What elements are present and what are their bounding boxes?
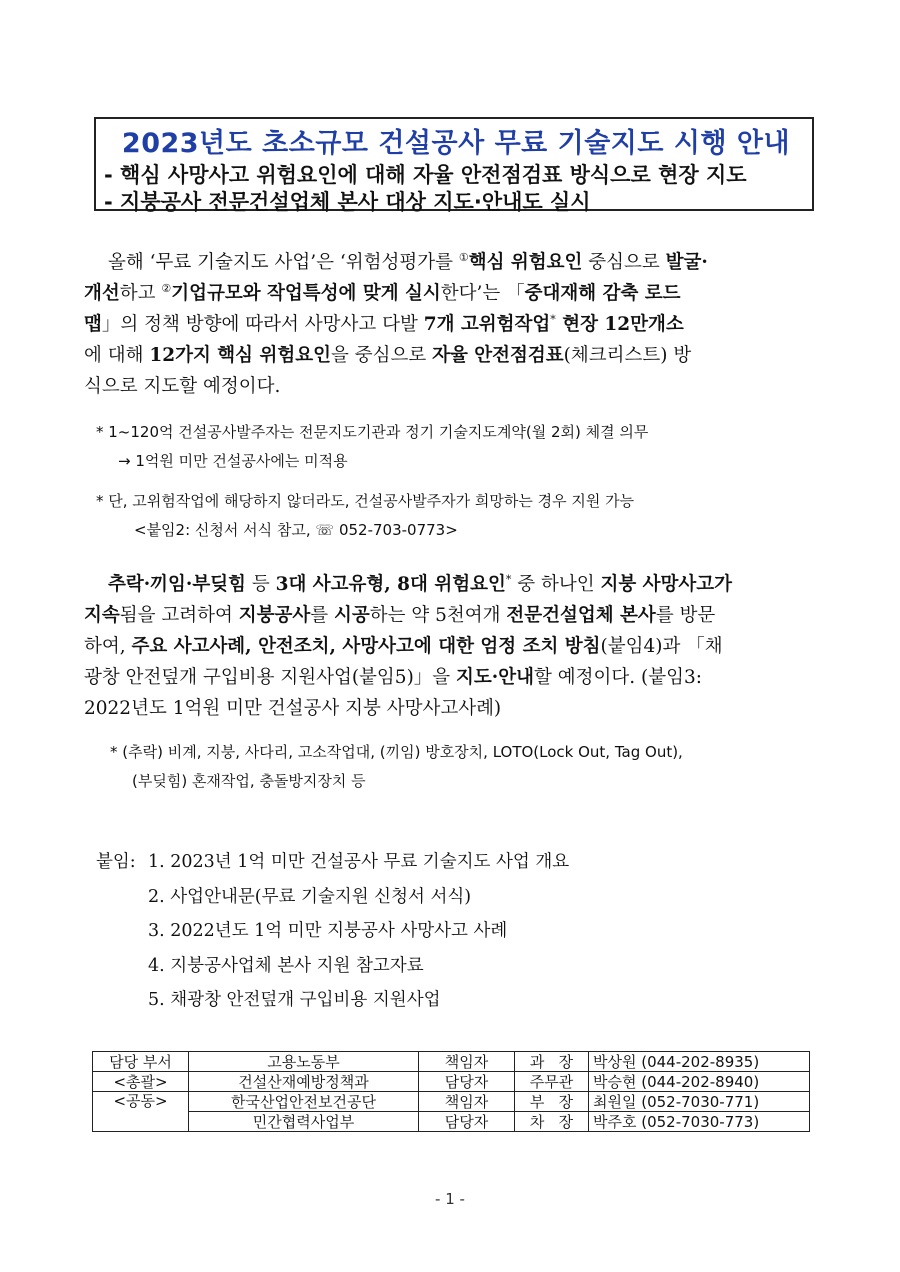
dept-general: <총괄> xyxy=(93,1072,189,1092)
document-title: 2023년도 초소규모 건설공사 무료 기술지도 시행 안내 xyxy=(121,128,791,159)
role-cell: 담당자 xyxy=(419,1072,515,1092)
para2-line-4: 광창 안전덮개 구입비용 지원사업(붙임5)」을 지도·안내할 예정이다. (붙임3: xyxy=(84,667,702,688)
attachment-item-4: 4. 지붕공사업체 본사 지원 참고자료 xyxy=(148,955,424,976)
title-box xyxy=(94,117,814,214)
para2-line-5: 2022년도 1억원 미만 건설공사 지붕 사망사고사례) xyxy=(84,698,502,719)
attachments-list xyxy=(96,845,569,1018)
subtitle-2: - 지붕공사 전문건설업체 본사 대상 지도·안내도 실시 xyxy=(104,190,591,214)
attachment-item-5: 5. 채광창 안전덮개 구입비용 지원사업 xyxy=(148,990,441,1010)
table-row xyxy=(93,1092,810,1112)
para2-line-3: 하여, 주요 사고사례, 안전조치, 사망사고에 대한 엄정 조치 방침(붙임4)과 「채 xyxy=(84,636,723,657)
paragraph-1 xyxy=(84,247,814,402)
contact-cell: 박주호 (052-7030-773) xyxy=(589,1112,810,1132)
contact-table xyxy=(92,1051,810,1132)
dept-joint: <공동> xyxy=(93,1092,189,1132)
attachment-item-3: 3. 2022년도 1억 미만 지붕공사 사망사고 사례 xyxy=(148,921,508,941)
title-cell: 과 장 xyxy=(515,1052,589,1072)
role-cell: 담당자 xyxy=(419,1112,515,1132)
para1-line-1: 올해 ‘무료 기술지도 사업’은 ‘위험성평가를 ①핵심 위험요인 중심으로 발굴· xyxy=(108,250,708,273)
table-row xyxy=(93,1112,810,1132)
table-row xyxy=(93,1072,810,1092)
para2-line-1: 추락·끼임·부딪힘 등 3대 사고유형, 8대 위험요인* 중 하나인 지붕 사망사고가 xyxy=(108,572,733,595)
role-cell: 책임자 xyxy=(419,1052,515,1072)
footnote-2: * 단, 고위험작업에 해당하지 않더라도, 건설공사발주자가 희망하는 경우 지원 가능 <붙임2: 신청서 서식 참고, ☏ 052-703-0773> xyxy=(96,492,635,539)
footnote-1: * 1~120억 건설공사발주자는 전문지도기관과 정기 기술지도계약(월 2회) 체결 의무 → 1억원 미만 건설공사에는 미적용 xyxy=(96,423,649,470)
division-name: 건설산재예방정책과 xyxy=(189,1072,419,1092)
para2-line-2: 지속됨을 고려하여 지붕공사를 시공하는 약 5천여개 전문건설업체 본사를 방문 xyxy=(84,605,716,626)
footnote-3: * (추락) 비계, 지붕, 사다리, 고소작업대, (끼임) 방호장치, LOTO(Lock Out, Tag Out), (부딪힘) 혼재작업, 충돌방지장치 등 xyxy=(110,743,683,790)
role-cell: 책임자 xyxy=(419,1092,515,1112)
title-cell: 부 장 xyxy=(515,1092,589,1112)
table-row xyxy=(93,1052,810,1072)
page-number: - 1 - xyxy=(435,1190,465,1208)
attachment-item-2: 2. 사업안내문(무료 기술지원 신청서 서식) xyxy=(148,886,472,907)
attachments-label: 붙임: xyxy=(96,852,136,872)
contact-cell: 박상원 (044-202-8935) xyxy=(589,1052,810,1072)
para1-line-5: 식으로 지도할 예정이다. xyxy=(84,376,281,397)
subtitle-1: - 핵심 사망사고 위험요인에 대해 자율 안전점검표 방식으로 현장 지도 xyxy=(104,163,747,187)
title-cell: 차 장 xyxy=(515,1112,589,1132)
ministry-name: 고용노동부 xyxy=(189,1052,419,1072)
para1-line-2: 개선하고 ②기업규모와 작업특성에 맞게 실시한다’는 「중대재해 감축 로드 xyxy=(84,281,681,304)
contact-cell: 박승현 (044-202-8940) xyxy=(589,1072,810,1092)
para1-line-4: 에 대해 12가지 핵심 위험요인을 중심으로 자율 안전점검표(체크리스트) 방 xyxy=(84,345,692,366)
para1-line-3: 맵」의 정책 방향에 따라서 사망사고 다발 7개 고위험작업* 현장 12만개소 xyxy=(84,312,684,335)
attachment-item-1: 붙임: 1. 2023년 1억 미만 건설공사 무료 기술지도 사업 개요 xyxy=(96,845,569,880)
agency-name: 한국산업안전보건공단 xyxy=(189,1092,419,1112)
dept-header: 담당 부서 xyxy=(93,1052,189,1072)
contact-cell: 최원일 (052-7030-771) xyxy=(589,1092,810,1112)
title-cell: 주무관 xyxy=(515,1072,589,1092)
agency-division: 민간협력사업부 xyxy=(189,1112,419,1132)
paragraph-2 xyxy=(84,569,814,724)
